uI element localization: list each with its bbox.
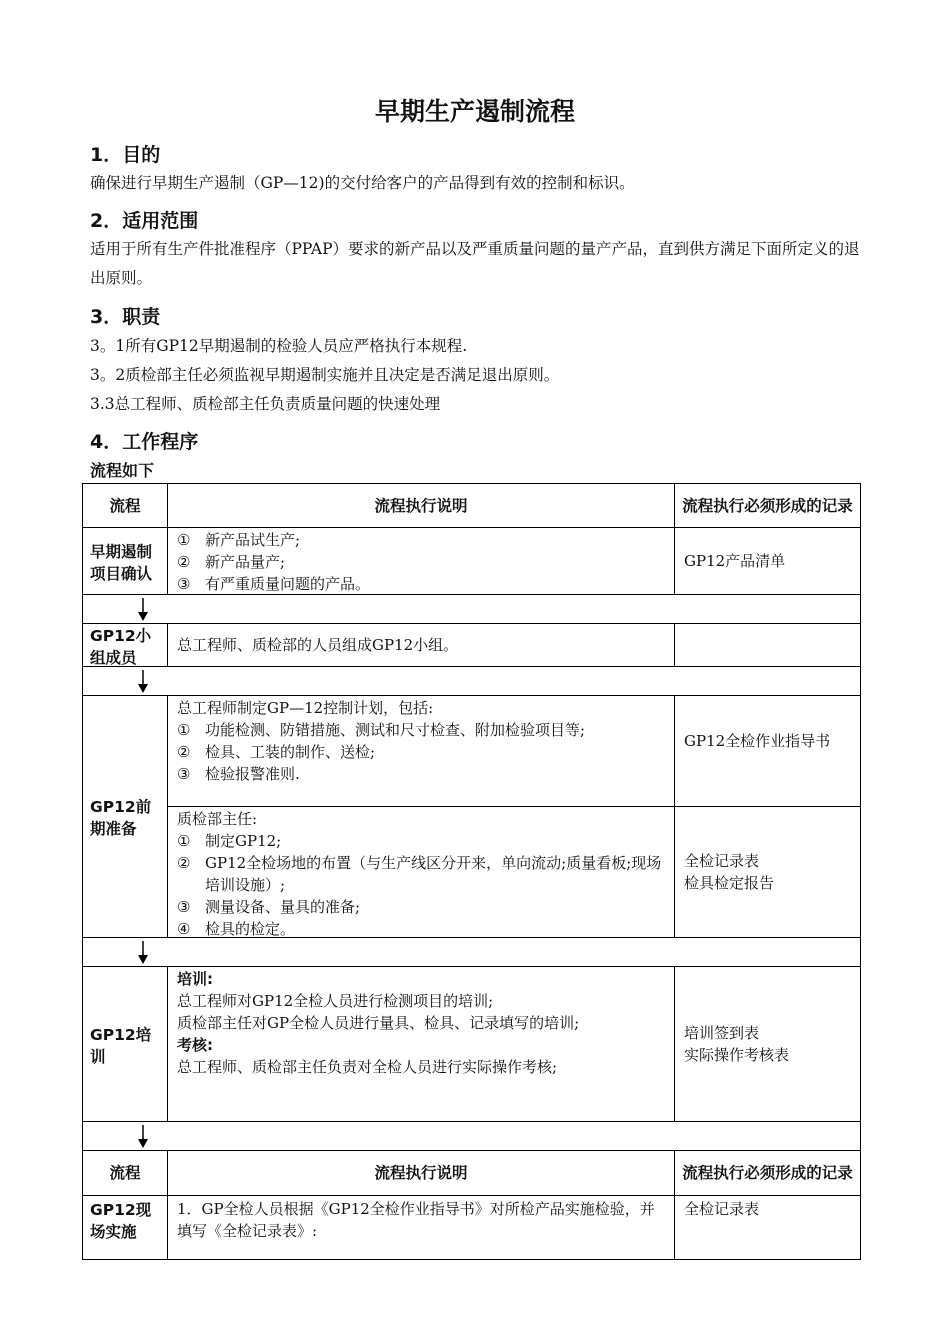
header-stage: 流程 (83, 1151, 168, 1195)
desc-cell: 总工程师、质检部的人员组成GP12小组。 (168, 624, 675, 666)
flow-arrow-row (82, 595, 861, 624)
desc-line: 总工程师对GP12全检人员进行检测项目的培训; (177, 992, 494, 1010)
stage-cell: GP12现场实施 (83, 1196, 168, 1259)
down-arrow-icon (137, 598, 149, 621)
list-item: ③ 测量设备、量具的准备; (177, 898, 361, 916)
section-3-line-3: 3.3总工程师、质检部主任负责质量问题的快速处理 (90, 395, 441, 413)
record-cell-b (675, 807, 860, 937)
down-arrow-icon (137, 670, 149, 693)
list-item: ① 功能检测、防错措施、测试和尺寸检查、附加检验项目等; (177, 721, 586, 739)
list-item: ③ 有严重质量问题的产品。 (177, 575, 371, 593)
header-desc: 流程执行说明 (168, 484, 675, 527)
record-line: 培训签到表 (684, 1024, 760, 1042)
record-cell: 全检记录表 (684, 1200, 760, 1218)
down-arrow-icon (137, 1125, 149, 1148)
section-3-heading: 3．职责 (90, 306, 161, 328)
desc-cell: 1．GP全检人员根据《GP12全检作业指导书》对所检产品实施检验，并填写《全检记录表》: (168, 1196, 675, 1259)
record-cell (675, 967, 860, 1121)
stage-cell: GP12前期准备 (83, 696, 168, 937)
table-row (82, 624, 861, 667)
header-stage: 流程 (83, 484, 168, 527)
list-item: ② GP12全检场地的布置（与生产线区分开来，单向流动;质量看板;现场培训设施）; (177, 854, 662, 894)
desc-cell (168, 967, 675, 1121)
list-item: ① 制定GP12; (177, 832, 282, 850)
record-cell-a: GP12全检作业指导书 (684, 732, 831, 750)
record-cell (675, 624, 860, 666)
table-row (82, 967, 861, 1122)
list-item: ④ 检具的检定。 (177, 920, 296, 938)
desc-cell-a (168, 696, 675, 806)
desc-cell-b (168, 807, 675, 937)
desc-intro: 质检部主任: (177, 810, 258, 828)
section-3-line-1: 3。1所有GP12早期遏制的检验人员应严格执行本规程. (90, 337, 468, 355)
table-header-row (82, 483, 861, 528)
flow-arrow-row (82, 938, 861, 967)
list-item: ① 新产品试生产; (177, 531, 301, 549)
train-label: 培训: (177, 970, 213, 988)
header-record: 流程执行必须形成的记录 (682, 1164, 853, 1182)
table-row (82, 528, 861, 595)
list-item: ③ 检验报警准则. (177, 765, 300, 783)
flow-arrow-row (82, 667, 861, 696)
section-2-heading: 2．适用范围 (90, 210, 199, 232)
section-4-heading: 4．工作程序 (90, 431, 199, 453)
section-3-line-2: 3。2质检部主任必须监视早期遏制实施并且决定是否满足退出原则。 (90, 366, 560, 384)
assess-label: 考核: (177, 1036, 213, 1054)
table-row (82, 1196, 861, 1260)
list-item: ② 检具、工装的制作、送检; (177, 743, 376, 761)
down-arrow-icon (137, 941, 149, 964)
desc-line: 总工程师、质检部主任负责对全检人员进行实际操作考核; (177, 1058, 558, 1076)
flow-subheading: 流程如下 (90, 461, 155, 480)
desc-intro: 总工程师制定GP—12控制计划，包括: (177, 699, 434, 717)
flow-arrow-row (82, 1122, 861, 1151)
section-1-text: 确保进行早期生产遏制（GP—12)的交付给客户的产品得到有效的控制和标识。 (90, 174, 635, 192)
section-2-text: 适用于所有生产件批准程序（PPAP）要求的新产品以及严重质量问题的量产产品，直到供方满足下面所定义的退出原则。 (90, 240, 860, 287)
record-line: 全检记录表 (684, 852, 760, 870)
record-cell: GP12产品清单 (684, 552, 786, 570)
table-row (82, 696, 861, 938)
section-1-heading: 1．目的 (90, 144, 161, 166)
header-desc: 流程执行说明 (168, 1151, 675, 1195)
record-line: 实际操作考核表 (684, 1046, 790, 1064)
stage-cell: 早期遏制项目确认 (83, 528, 168, 594)
desc-line: 质检部主任对GP全检人员进行量具、检具、记录填写的培训; (177, 1014, 580, 1032)
list-item: ② 新产品量产; (177, 553, 286, 571)
header-record: 流程执行必须形成的记录 (682, 496, 853, 515)
process-table (82, 483, 861, 1260)
record-line: 检具检定报告 (684, 874, 775, 892)
table-header-row (82, 1151, 861, 1196)
stage-cell: GP12培训 (83, 967, 168, 1121)
document-title: 早期生产遏制流程 (374, 97, 575, 126)
stage-cell: GP12小组成员 (83, 624, 168, 666)
desc-cell (168, 528, 675, 594)
